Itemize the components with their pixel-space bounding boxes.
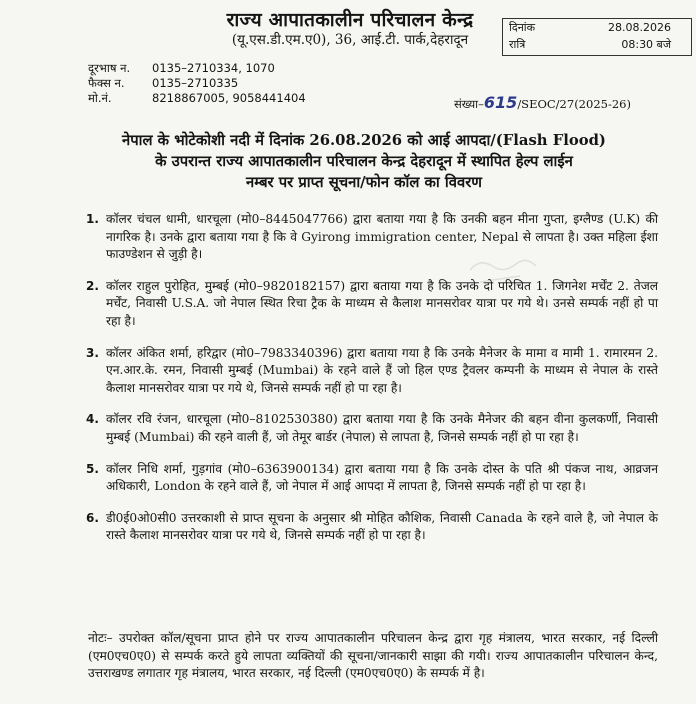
item-text: कॉलर अंकित शर्मा, हरिद्वार (मो0–7983340396) द्वारा बताया गया है कि उनके मैनेजर के मामा व मामी 1. रामारमन 2. एन.आर.के. रमन, निवासी मुम्बई (Mumbai) के रहने वाले हैं जो हिल एण्ड ट्रैवलर कम्पनी के माध्यम से नेपाल के रास्ते कैलाश मानसरोवर यात्रा पर गये थे, जिनसे सम्पर्क नहीं हो पा रहा है। [106,345,658,395]
contact-label: फैक्स न. [88,76,125,90]
item-text: डी0ई0ओ0सी0 उत्तरकाशी से प्राप्त सूचना के अनुसार श्री मोहित कौशिक, निवासी Canada के रहने वाले है, जो नेपाल के रास्ते कैलाश मानसरोवर यात्रा पर गये थे, जिनसे सम्पर्क नहीं हो पा रहा है। [106,510,658,543]
title-line: के उपरान्त राज्य आपातकालीन परिचालन केन्द्र देहरादून में स्थापित हेल्प लाईन [155,153,573,170]
date-row [509,20,671,36]
note-paragraph: नोटः– उपरोक्त कॉल/सूचना प्राप्त होने पर राज्य आपातकालीन परिचालन केन्द्र द्वारा गृह मंत्रालय, भारत सरकार, नई दिल्ली (एम0एच0ए0) से सम्पर्क करते हुये लापता व्यक्तियों की सूचना/जानकारी साझा की गयी। राज्य आपातकालीन परिचालन केन्द, उत्तराखण्ड लगातार गृह मंत्रालय, भारत सरकार, नई दिल्ली (एम0एच0ए0) के सम्पर्क में है। [88,631,658,680]
time-row [509,37,671,53]
document-title [64,130,664,193]
list-item [88,278,658,331]
reference-handwritten-number: 615 [483,93,518,112]
list-item [88,461,658,496]
contact-mobile [88,91,306,106]
contact-block [88,61,306,106]
list-item [88,411,658,446]
item-number: 1. [86,212,99,226]
time-value: 08:30 बजे [621,38,671,51]
contact-fax [88,76,306,91]
list-item [88,510,658,545]
contact-value: 8218867005, 9058441404 [152,91,306,105]
item-text: कॉलर रवि रंजन, धारचूला (मो0–8102530380) द्वारा बताया गया है कि उनके मैनेजर की बहन वीना कुलकर्णी, निवासी मुम्बई (Mumbai) की रहने वाली हैं, जो तेमूर बार्डर (नेपाल) से लापता है, जिनसे सम्पर्क नहीं हो पा रहा है। [106,412,658,444]
item-number: 2. [86,278,99,293]
contact-phone [88,61,306,76]
item-number: 5. [86,461,99,476]
date-label: दिनांक [509,21,536,34]
list-item [88,345,658,398]
time-label: रात्रि [509,38,526,51]
title-line: नम्बर पर प्राप्त सूचना/फोन कॉल का विवरण [246,174,482,191]
item-number: 6. [86,510,99,525]
contact-value: 0135–2710334, 1070 [152,61,275,75]
reference-suffix: /SEOC/27(2025-26) [517,97,631,111]
date-value: 28.08.2026 [608,21,671,34]
item-text: कॉलर निधि शर्मा, गुड़गांव (मो0–6363900134) द्वारा बताया गया है कि उनके दोस्त के पति श्री पंकज नाथ, आव्रजन अधिकारी, London के रहने वाले हैं, जो नेपाल में आई आपदा में लापता है, जिनसे सम्पर्क नहीं हो पा रहा है। [106,461,658,494]
org-address: (यू.एस.डी.एम.ए0), 36, आई.टी. पार्क,देहरादून [231,32,469,48]
reference-number [454,93,631,112]
item-text: कॉलर राहुल पुरोहित, मुम्बई (मो0–9820182157) द्वारा बताया गया है कि उनके दो परिचित 1. जिगनेश मर्चेंट 2. तेजल मर्चेंट, निवासी U.S.A. जो नेपाल स्थित रिचा ट्रैक के माध्यम से कैलाश मानसरोवर यात्रा पर गये थे। उनसे सम्पर्क नहीं हो पा रहा है। [106,278,658,328]
call-list [88,211,658,559]
item-text: कॉलर चंचल धामी, धारचूला (मो0–8445047766) द्वारा बताया गया है कि उनकी बहन मीना गुप्ता, इग्लैण्ड (U.K) की नागरिक है। उनके द्वारा बताया गया है कि वे Gyirong immigration center, Nepal से लापता है। उक्त महिला ईशा फाउण्डेशन से जुड़ी है। [106,212,658,262]
contact-label: दूरभाष न. [88,61,131,75]
title-line: नेपाल के भोटेकोशी नदी में दिनांक 26.08.2026 को आई आपदा/(Flash Flood) [122,132,606,149]
contact-label: मो.नं. [88,91,112,105]
contact-value: 0135–2710335 [152,76,239,90]
item-number: 3. [86,345,99,360]
org-name: राज्य आपातकालीन परिचालन केन्द्र [226,9,474,31]
item-number: 4. [86,412,99,427]
date-time-box [502,18,692,56]
reference-label: संख्या– [454,97,484,111]
list-item [88,211,658,264]
